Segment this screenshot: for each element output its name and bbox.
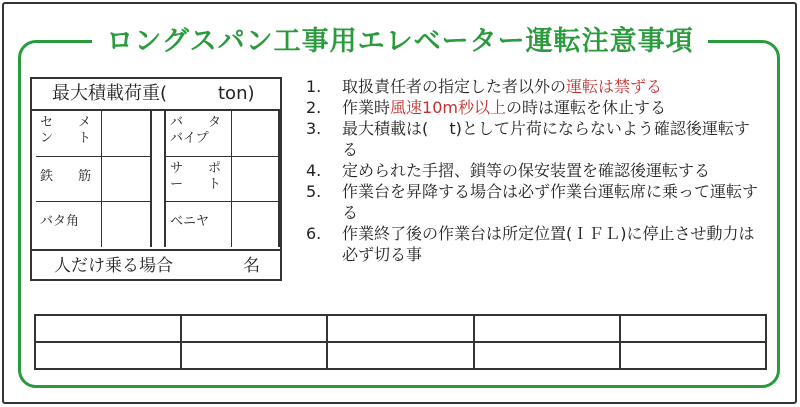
rule-item <box>304 76 764 97</box>
rule-item <box>304 181 764 223</box>
capacity-label-line: ベニヤ <box>170 214 210 229</box>
capacity-cell-rebar <box>36 157 150 202</box>
capacity-header-label: 最大積載荷重( <box>52 83 168 104</box>
rule-text: 定められた手摺、鎖等の保安装置を確認後運転する <box>342 161 711 180</box>
capacity-label <box>166 202 232 247</box>
capacity-grid-left <box>36 111 152 247</box>
capacity-label <box>36 111 102 156</box>
blank-cell <box>620 342 766 369</box>
rule-number: 4. <box>306 161 322 180</box>
capacity-box <box>30 77 282 281</box>
blank-cell <box>327 342 473 369</box>
capacity-label <box>36 202 102 247</box>
capacity-label-line: バ タ <box>170 115 228 130</box>
blank-cell <box>35 315 181 342</box>
capacity-label <box>166 111 232 156</box>
rule-warning-text: 運転は禁ずる <box>566 77 663 96</box>
rule-text: 作業終了後の作業台は所定位置(ＩＦＬ)に停止させ動力は必ず切る事 <box>342 224 755 264</box>
capacity-label-line: サ ポ <box>170 161 228 176</box>
blank-cell <box>474 315 620 342</box>
rule-number: 3. <box>306 119 322 138</box>
rule-number: 2. <box>306 98 322 117</box>
sign-title: ロングスパン工事用エレベーター運転注意事項 <box>92 24 707 60</box>
blank-cell <box>327 315 473 342</box>
capacity-cell-cement <box>36 111 150 157</box>
blank-cell <box>620 315 766 342</box>
capacity-cell-support <box>166 157 278 202</box>
rule-text: 作業時 <box>342 98 391 117</box>
rule-item <box>304 160 764 181</box>
rule-text-post: の時は運転を休止する <box>505 98 666 117</box>
capacity-label <box>166 157 232 201</box>
rule-text: 取扱責任者の指定した者以外の <box>342 77 567 96</box>
capacity-grid-right <box>164 111 280 247</box>
rule-item <box>304 97 764 118</box>
capacity-cell-plywood <box>166 202 278 247</box>
rule-warning-text: 風速10m秒以上 <box>390 98 506 117</box>
title-wrap <box>0 24 800 60</box>
capacity-label-line: バタ角 <box>40 214 80 229</box>
blank-cell <box>474 342 620 369</box>
rule-text: 作業台を昇降する場合は必ず作業台運転席に乗って運転する <box>342 182 759 222</box>
capacity-label-line: ー ト <box>170 177 228 192</box>
blank-cell <box>181 342 327 369</box>
rule-number: 5. <box>306 182 322 201</box>
rules-list <box>304 76 764 265</box>
rule-number: 6. <box>306 224 322 243</box>
rule-text: 最大積載は( t)として片荷にならないよう確認後運転する <box>342 119 750 159</box>
capacity-label <box>36 157 102 201</box>
capacity-label-line: ン ト <box>40 131 98 146</box>
capacity-cell-timber <box>36 202 150 247</box>
capacity-label-line: バイプ <box>170 131 209 146</box>
capacity-footer-unit: 名 <box>243 256 260 276</box>
rule-number: 1. <box>306 77 322 96</box>
capacity-cell-pipe <box>166 111 278 157</box>
table-row <box>35 315 766 342</box>
capacity-label-line: セ メ <box>40 115 98 130</box>
table-row <box>35 342 766 369</box>
rule-item <box>304 223 764 265</box>
capacity-label-line: 鉄 筋 <box>40 169 98 184</box>
blank-cell <box>35 342 181 369</box>
capacity-header-unit: ton) <box>218 83 255 104</box>
capacity-footer <box>32 249 280 279</box>
blank-cell <box>181 315 327 342</box>
capacity-footer-label: 人だけ乗る場合 <box>54 256 173 276</box>
rule-item <box>304 118 764 160</box>
capacity-header <box>32 79 280 111</box>
blank-entry-table <box>34 314 767 370</box>
